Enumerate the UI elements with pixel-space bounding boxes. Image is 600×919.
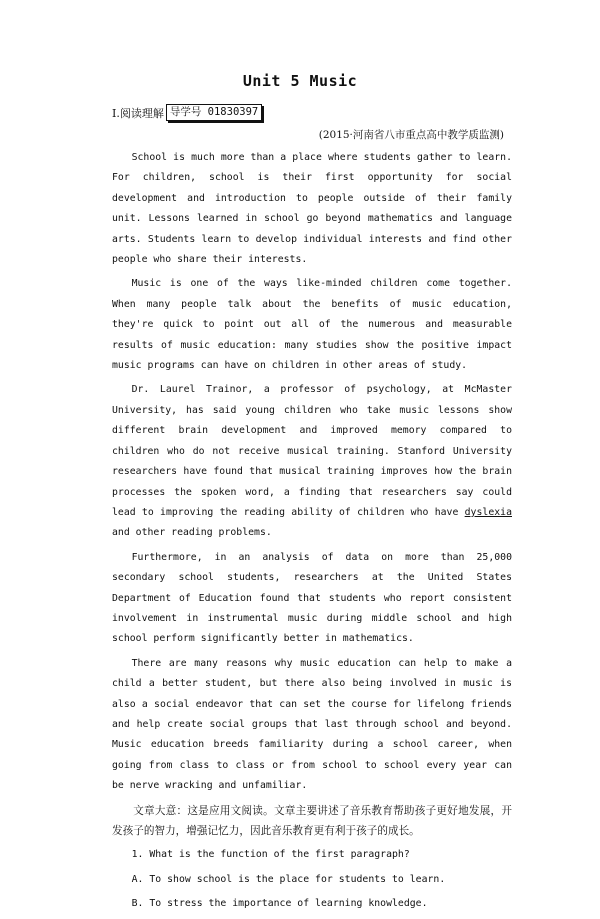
- paragraph-3-end: and other reading problems.: [112, 527, 272, 539]
- paragraph-4: Furthermore, in an analysis of data on more than 25,000 secondary school students, researchers at the United States Department of Education found that students who report consistent involvement in instrumental music during middle school and high school perform significantly better in mathematics.: [112, 551, 512, 645]
- section-header: [112, 104, 262, 121]
- question-1: 1. What is the function of the first paragraph?: [131, 849, 410, 861]
- passage-summary: 文章大意：这是应用文阅读。文章主要讲述了音乐教育帮助孩子更好地发展，开发孩子的智力，增强记忆力，因此音乐教育更有利于孩子的成长。: [112, 804, 512, 837]
- option-a: A. To show school is the place for students to learn.: [131, 873, 446, 885]
- page-title: Unit 5 Music: [242, 72, 358, 90]
- paragraph-3: [112, 380, 512, 543]
- section-label: Ⅰ.阅读理解: [112, 106, 164, 120]
- paragraph-1: School is much more than a place where students gather to learn. For children, school is their first opportunity for social development and introduction to people outside of their family unit. Lessons learned in school go beyond mathematics and language arts. Students learn to develop individual interests and find other people who share their interests.: [112, 152, 512, 266]
- source-citation: (2015·河南省八市重点高中教学质监测): [318, 129, 504, 141]
- underlined-word: dyslexia: [464, 506, 512, 518]
- option-b: B. To stress the importance of learning knowledge.: [131, 898, 428, 910]
- paragraph-3-text: Dr. Laurel Trainor, a professor of psychology, at McMaster University, has said young children who take music lessons show different brain development and improved memory compared to children who do not receive musical training. Stanford University researchers have found that musical training improves how the brain processes the spoken word, a finding that researchers say could lead to improving the reading ability of children who have: [112, 384, 512, 518]
- passage: [112, 148, 512, 919]
- guide-number-box: 导学号 01830397: [166, 104, 262, 121]
- paragraph-5: There are many reasons why music education can help to make a child a better student, but there also being involved in music is also a social endeavor that can set the course for lifelong friends and help create social groups that last through school and beyond. Music education breeds familiarity during a school career, when going from class to class or from school to school every year can be nerve wracking and unfamiliar.: [112, 657, 512, 792]
- paragraph-2: Music is one of the ways like-minded children come together. When many people talk about the benefits of music education, they're quick to point out all of the numerous and measurable results of music education: many studies show the positive impact music programs can have on children in other areas of study.: [112, 278, 512, 372]
